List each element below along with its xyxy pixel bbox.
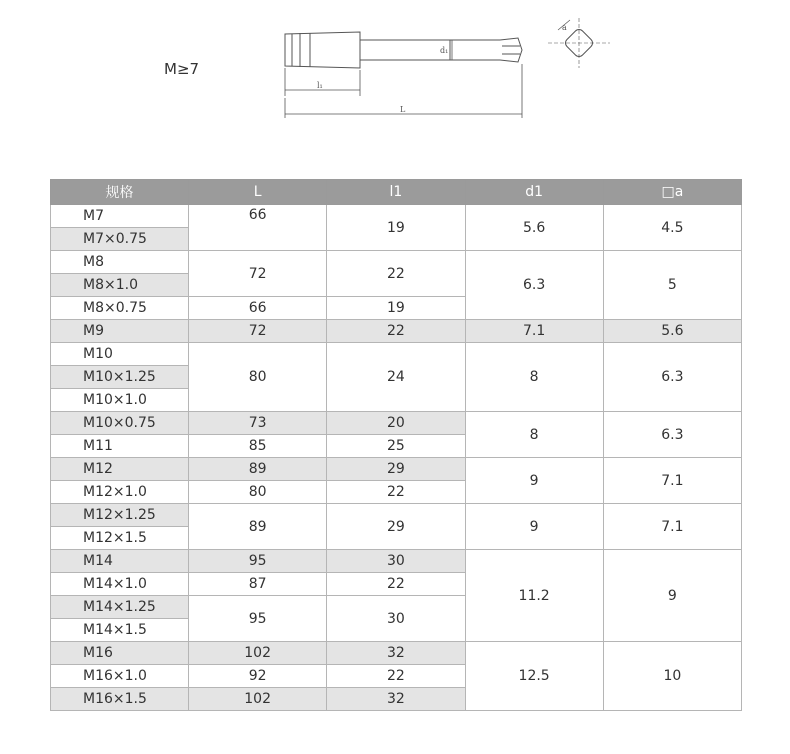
spec-cell: M14 xyxy=(51,550,189,573)
table-row xyxy=(51,205,742,228)
L-cell: 80 xyxy=(189,343,327,412)
spec-cell: M8×1.0 xyxy=(51,274,189,297)
header-L: L xyxy=(189,180,327,205)
d1-cell: 5.6 xyxy=(465,205,603,251)
l1-cell: 24 xyxy=(327,343,465,412)
tap-side-drawing xyxy=(270,18,530,128)
a-cell: 7.1 xyxy=(603,458,741,504)
a-cell: 7.1 xyxy=(603,504,741,550)
L-cell: 95 xyxy=(189,550,327,573)
l1-cell: 32 xyxy=(327,642,465,665)
spec-cell: M12 xyxy=(51,458,189,481)
d1-cell: 7.1 xyxy=(465,320,603,343)
a-dim-label: a xyxy=(562,23,567,32)
header-l1: l1 xyxy=(327,180,465,205)
L-cell: 72 xyxy=(189,320,327,343)
l1-cell: 20 xyxy=(327,412,465,435)
spec-cell: M16×1.0 xyxy=(51,665,189,688)
L-cell: 66 xyxy=(189,297,327,320)
L-cell: 92 xyxy=(189,665,327,688)
L-cell: 89 xyxy=(189,458,327,481)
table-row xyxy=(51,550,742,573)
spec-cell: M12×1.0 xyxy=(51,481,189,504)
table-row xyxy=(51,412,742,435)
l1-cell: 32 xyxy=(327,688,465,711)
d1-cell: 11.2 xyxy=(465,550,603,642)
l1-cell: 25 xyxy=(327,435,465,458)
L-cell: 73 xyxy=(189,412,327,435)
spec-cell: M9 xyxy=(51,320,189,343)
l1-cell: 29 xyxy=(327,504,465,550)
a-cell: 5.6 xyxy=(603,320,741,343)
header-a: □a xyxy=(603,180,741,205)
d1-cell: 12.5 xyxy=(465,642,603,711)
L-cell: 102 xyxy=(189,642,327,665)
l1-cell: 22 xyxy=(327,251,465,297)
table-row xyxy=(51,343,742,366)
table-row xyxy=(51,504,742,527)
spec-cell: M10×1.0 xyxy=(51,389,189,412)
l1-cell: 29 xyxy=(327,458,465,481)
header-d1: d1 xyxy=(465,180,603,205)
L-dim-label: L xyxy=(400,105,406,114)
l1-cell: 30 xyxy=(327,550,465,573)
spec-cell: M7 xyxy=(51,205,189,228)
l1-cell: 22 xyxy=(327,573,465,596)
d1-cell: 9 xyxy=(465,504,603,550)
table-row xyxy=(51,251,742,274)
d1-cell: 8 xyxy=(465,412,603,458)
l1-dim-label: l₁ xyxy=(317,81,323,90)
spec-cell: M14×1.25 xyxy=(51,596,189,619)
L-cell: 66 xyxy=(189,205,327,251)
l1-cell: 19 xyxy=(327,205,465,251)
L-cell: 89 xyxy=(189,504,327,550)
spec-cell: M14×1.5 xyxy=(51,619,189,642)
table-row xyxy=(51,320,742,343)
spec-cell: M10×0.75 xyxy=(51,412,189,435)
size-condition-label: M≥7 xyxy=(164,60,200,78)
d1-cell: 9 xyxy=(465,458,603,504)
l1-cell: 22 xyxy=(327,665,465,688)
l1-cell: 30 xyxy=(327,596,465,642)
L-cell: 87 xyxy=(189,573,327,596)
a-cell: 4.5 xyxy=(603,205,741,251)
spec-table xyxy=(50,179,742,711)
L-cell: 85 xyxy=(189,435,327,458)
spec-cell: M10×1.25 xyxy=(51,366,189,389)
d1-cell: 6.3 xyxy=(465,251,603,320)
spec-cell: M11 xyxy=(51,435,189,458)
spec-cell: M8 xyxy=(51,251,189,274)
spec-cell: M10 xyxy=(51,343,189,366)
a-cell: 10 xyxy=(603,642,741,711)
L-cell: 72 xyxy=(189,251,327,297)
l1-cell: 22 xyxy=(327,320,465,343)
L-cell: 95 xyxy=(189,596,327,642)
spec-cell: M16 xyxy=(51,642,189,665)
square-section-drawing xyxy=(548,18,618,78)
header-spec: 规格 xyxy=(51,180,189,205)
l1-cell: 22 xyxy=(327,481,465,504)
spec-cell: M16×1.5 xyxy=(51,688,189,711)
a-cell: 5 xyxy=(603,251,741,320)
table-header-row xyxy=(51,180,742,205)
table-row xyxy=(51,642,742,665)
a-cell: 6.3 xyxy=(603,412,741,458)
spec-cell: M12×1.5 xyxy=(51,527,189,550)
a-cell: 6.3 xyxy=(603,343,741,412)
a-cell: 9 xyxy=(603,550,741,642)
spec-cell: M14×1.0 xyxy=(51,573,189,596)
L-cell: 102 xyxy=(189,688,327,711)
l1-cell: 19 xyxy=(327,297,465,320)
d1-cell: 8 xyxy=(465,343,603,412)
spec-cell: M8×0.75 xyxy=(51,297,189,320)
spec-cell: M7×0.75 xyxy=(51,228,189,251)
d1-dim-label: d₁ xyxy=(440,46,449,55)
spec-cell: M12×1.25 xyxy=(51,504,189,527)
table-row xyxy=(51,458,742,481)
L-cell: 80 xyxy=(189,481,327,504)
